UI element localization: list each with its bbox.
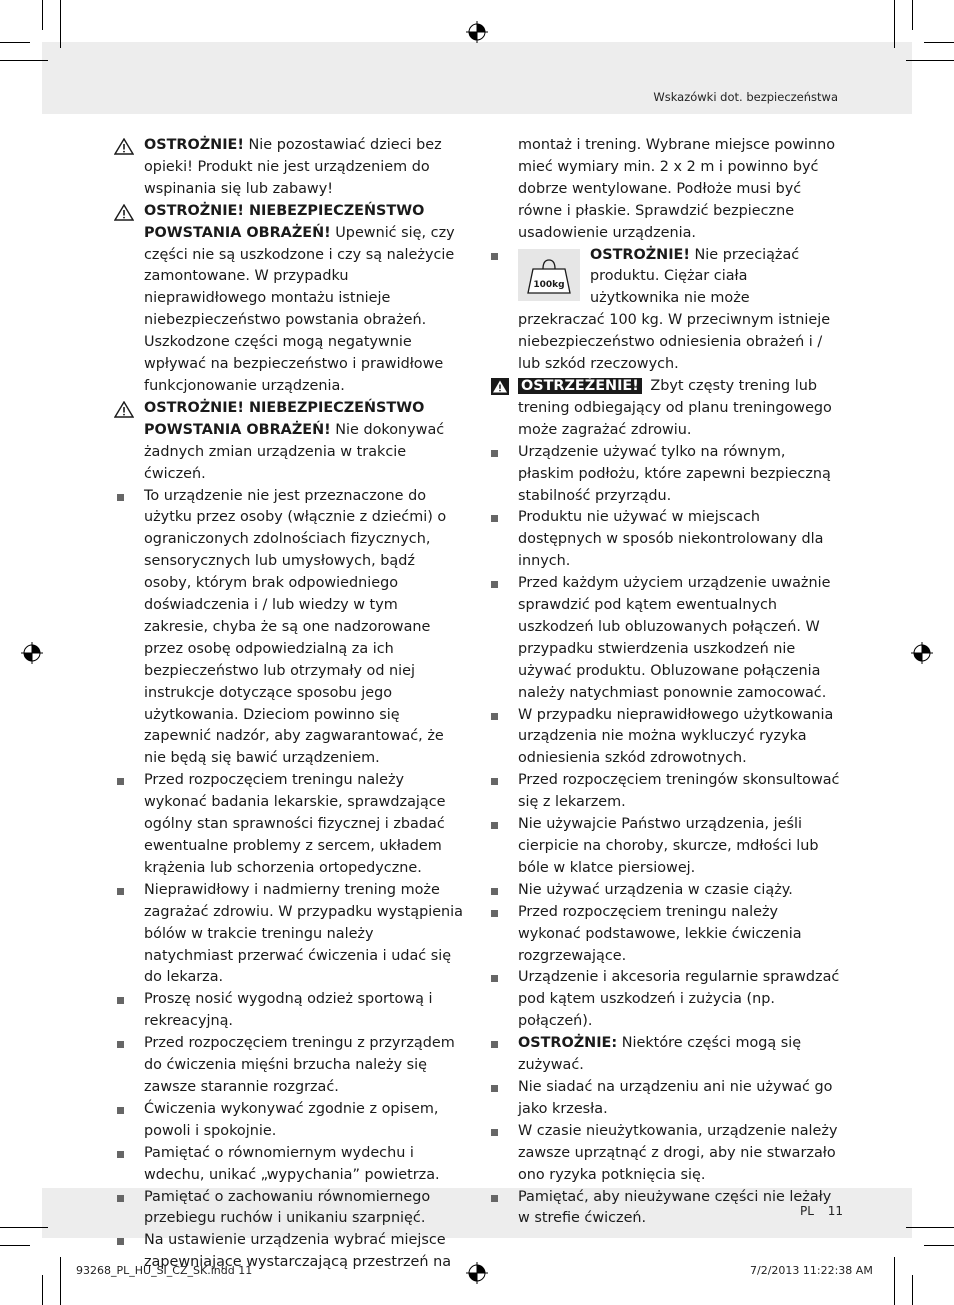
list-item (488, 442, 840, 508)
list-item-text: To urządzenie nie jest przeznaczone do użytku przez osoby (włącznie z dziećmi) o ograniczonych zdolnościach fizycznych, sensorycznych lub umysłowych, bądź osoby, którym brak odpowiedniego doświadczenia i / lub wiedzy w tym zakresie, chyba że są one nadzorowane przez osobę odpowiedzialną za ich bezpieczeństwo lub otrzymały od niej instrukcje dotyczące sposobu jego użytkowania. Dzieciom powinno się zapewnić nadzór, aby zagwarantować, że nie będą się bawić urządzeniem. (144, 487, 447, 767)
list-item-text: montaż i trening. Wybrane miejsce powinno mieć wymiary min. 2 x 2 m i powinno być dobrze wentylowane. Podłoże musi być równe i płaskie. Sprawdzić bezpieczne usadowienie urządzenia. (518, 137, 836, 241)
bullet-icon (491, 713, 498, 720)
list-item (488, 1187, 840, 1231)
list-item (488, 880, 840, 902)
ostrzezenie-label: OSTRZEŻENIE! (518, 378, 642, 394)
list-item (488, 1077, 840, 1121)
weight-limit-label: 100kg (533, 279, 565, 290)
warning-label: OSTROŻNIE! NIEBEZPIECZEŃSTWO POWSTANIA OBRAŻEŃ! (144, 202, 425, 241)
list-item-text: Przed rozpoczęciem treningu z przyrządem do ćwiczenia mięśni brzucha należy się zawsze starannie rozgrzać. (144, 1035, 455, 1095)
list-item (488, 1121, 840, 1187)
warning-triangle-icon (491, 378, 509, 395)
slug-timestamp: 7/2/2013 11:22:38 AM (750, 1264, 873, 1277)
left-column (114, 135, 466, 1274)
bullet-icon (117, 778, 124, 785)
bullet-icon (491, 450, 498, 457)
list-item (114, 1143, 466, 1187)
list-item (114, 770, 466, 880)
bullet-icon (117, 494, 124, 501)
registration-mark-icon (466, 21, 488, 43)
language-code: PL (800, 1204, 814, 1218)
list-item (488, 770, 840, 814)
list-item (114, 880, 466, 990)
list-item (488, 1033, 840, 1077)
list-item (488, 902, 840, 968)
bullet-icon (117, 1195, 124, 1202)
list-item-text: Ćwiczenia wykonywać zgodnie z opisem, powoli i spokojnie. (144, 1100, 439, 1139)
warning-text: Nie dokonywać żadnych zmian urządzenia w trakcie ćwiczeń. (144, 421, 445, 482)
bullet-icon (491, 1041, 498, 1048)
bullet-icon (491, 515, 498, 522)
list-item (488, 967, 840, 1033)
list-item-text: Pamiętać o zachowaniu równomiernego przebiegu ruchów i unikaniu szarpnięć. (144, 1188, 431, 1227)
running-head: Wskazówki dot. bezpieczeństwa (653, 90, 838, 104)
list-item (114, 1099, 466, 1143)
bullet-icon (117, 1107, 124, 1114)
registration-mark-icon (466, 1262, 488, 1284)
bullet-icon (491, 888, 498, 895)
list-item-text: Nieprawidłowy i nadmierny trening może zagrażać zdrowiu. W przypadku wystąpienia bólów w trakcie treningu należy natychmiast przerwać ćwiczenia i udać się do lekarza. (144, 881, 463, 986)
right-column (488, 135, 840, 1230)
bullet-icon (117, 997, 124, 1004)
list-item (488, 814, 840, 880)
list-item-text: Produktu nie używać w miejscach dostępnych w sposób niekontrolowany dla innych. (518, 509, 824, 570)
warning-label: OSTROŻNIE! (144, 137, 244, 153)
bullet-icon (491, 253, 498, 260)
warning-triangle-icon (114, 401, 134, 418)
list-item-continuation (488, 135, 840, 245)
list-item-text: Pamiętać, aby nieużywane części nie leżały w strefie ćwiczeń. (518, 1188, 832, 1227)
list-item-text: Nie używać urządzenia w czasie ciąży. (518, 881, 793, 898)
list-item-text: Urządzenie używać tylko na równym, płaskim podłożu, które zapewni bezpieczną stabilność przyrządu. (518, 443, 831, 504)
slug-filename: 93268_PL_HU_SI_CZ_SK.indd 11 (76, 1264, 253, 1277)
list-item (114, 1187, 466, 1231)
warning-item (114, 398, 466, 486)
ostrzezenie-item (488, 376, 840, 442)
list-item (488, 573, 840, 704)
page-number: 11 (827, 1204, 844, 1218)
warning-text: Zbyt częsty trening lub trening odbiegający od planu treningowego może zagrażać zdrowiu. (518, 377, 832, 438)
list-item-text: Przed rozpoczęciem treningu należy wykonać badania lekarskie, sprawdzające ogólny stan sprawności fizycznej i zbadać ewentualne problemy z sercem, układem krążenia lub schorzenia ortopedyczne. (144, 772, 446, 876)
list-item-text: Pamiętać o równomiernym wydechu i wdechu, unikać „wypychania” powietrza. (144, 1144, 440, 1183)
bullet-icon (117, 1151, 124, 1158)
folio (800, 1204, 843, 1218)
list-item (114, 486, 466, 771)
list-item-text: Urządzenie i akcesoria regularnie sprawdzać pod kątem uszkodzeń i zużycia (np. połączeń). (518, 969, 840, 1030)
bullet-icon (491, 822, 498, 829)
bullet-icon (491, 910, 498, 917)
bullet-icon (117, 1041, 124, 1048)
weight-warning-item (488, 245, 840, 376)
list-item-text: Przed rozpoczęciem treningu należy wykonać podstawowe, lekkie ćwiczenia rozgrzewające. (518, 903, 802, 964)
warning-triangle-icon (114, 204, 134, 221)
list-item-text: Przed rozpoczęciem treningów skonsultować się z lekarzem. (518, 772, 840, 811)
list-item-text: Przed każdym użyciem urządzenie uważnie sprawdzić pod kątem ewentualnych uszkodzeń lub obluzowanych połączeń. W przypadku stwierdzenia uszkodzeń nie używać produktu. Obluzowane połączenia należy natychmiast ponownie zamocować. (518, 575, 831, 701)
warning-label: OSTROŻNIE! (590, 246, 690, 263)
list-item-text: W czasie nieużytkowania, urządzenie należy zawsze uprzątnąć z drogi, aby nie stwarzało ono ryzyka potknięcia się. (518, 1122, 838, 1183)
warning-text: Nie pozostawiać dzieci bez opieki! Produkt nie jest urządzeniem do wspinania się lub zabawy! (144, 137, 442, 197)
bullet-icon (491, 975, 498, 982)
warning-triangle-icon (114, 138, 134, 155)
list-item (488, 507, 840, 573)
list-item (114, 1033, 466, 1099)
warning-item (114, 135, 466, 201)
bullet-icon (491, 1195, 498, 1202)
registration-mark-icon (21, 642, 43, 664)
bullet-icon (491, 581, 498, 588)
bullet-icon (491, 1129, 498, 1136)
list-item-text: Proszę nosić wygodną odzież sportową i rekreacyjną. (144, 991, 433, 1030)
list-item (488, 705, 840, 771)
bullet-icon (117, 1238, 124, 1245)
list-item-text: Na ustawienie urządzenia wybrać miejsce zapewniające wystarczającą przestrzeń na (144, 1232, 452, 1271)
bullet-icon (491, 778, 498, 785)
warning-text: Nie przeciążać produktu. Ciężar ciała użytkownika nie może przekraczać 100 kg. W przeciwnym istnieje niebezpieczeństwo odniesienia obrażeń i / lub szkód rzeczowych. (518, 246, 831, 373)
bullet-icon (491, 1085, 498, 1092)
list-item-text: Nie używajcie Państwo urządzenia, jeśli cierpicie na choroby, skurcze, mdłości lub bóle w klatce piersiowej. (518, 816, 819, 876)
list-item (114, 989, 466, 1033)
list-item-text: Niektóre części mogą się zużywać. (518, 1035, 802, 1074)
registration-mark-icon (911, 642, 933, 664)
bullet-icon (117, 888, 124, 895)
warning-label: OSTROŻNIE! NIEBEZPIECZEŃSTWO POWSTANIA OBRAŻEŃ! (144, 399, 425, 438)
list-item-text: W przypadku nieprawidłowego użytkowania urządzenia nie można wykluczyć ryzyka odniesienia szkód zdrowotnych. (518, 706, 834, 767)
warning-text: Upewnić się, czy części nie są uszkodzone i czy są należycie zamontowane. W przypadku nieprawidłowego montażu istnieje niebezpieczeństwo powstania obrażeń. Uszkodzone części mogą negatywnie wpływać na bezpieczeństwo i prawidłowe funkcjonowanie urządzenia. (144, 224, 455, 394)
warning-item (114, 201, 466, 398)
list-item-text: Nie siadać na urządzeniu ani nie używać go jako krzesła. (518, 1078, 833, 1117)
caution-label: OSTROŻNIE: (518, 1035, 618, 1052)
weight-limit-icon (518, 249, 580, 301)
